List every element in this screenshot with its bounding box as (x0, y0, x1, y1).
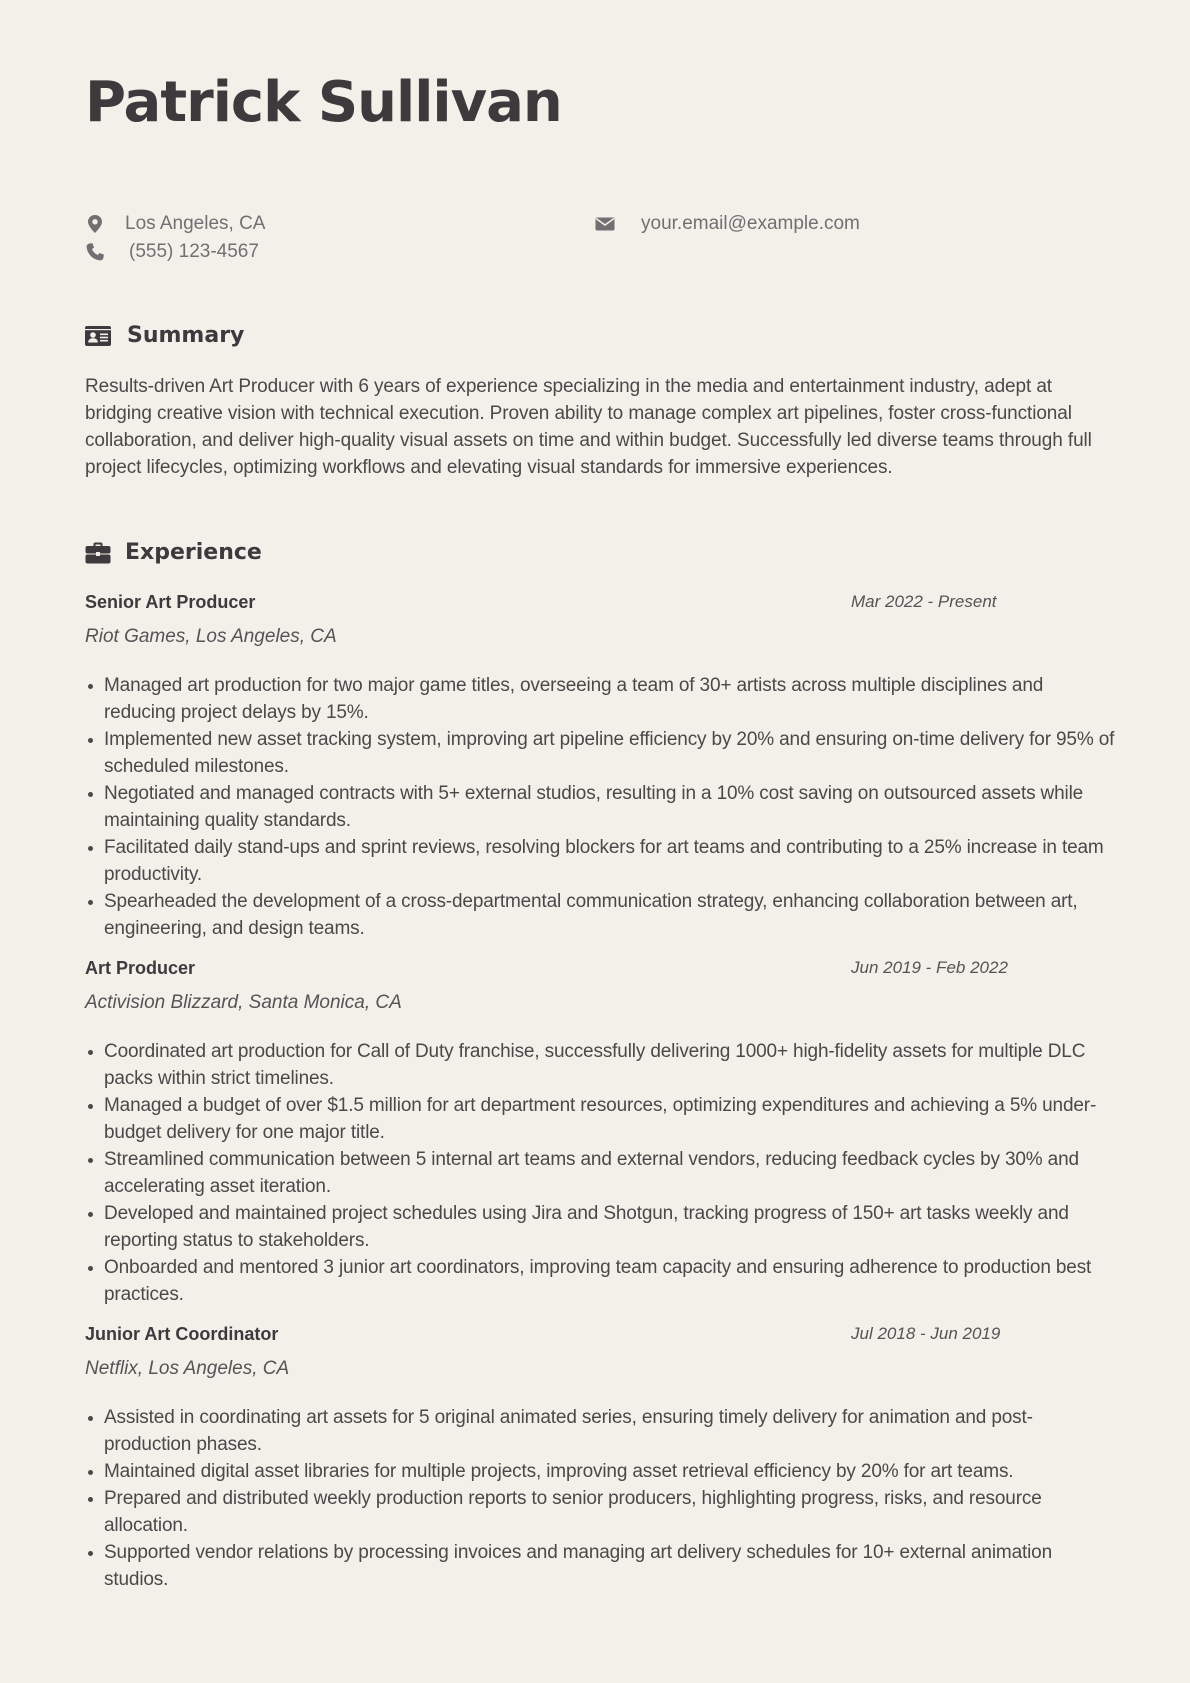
summary-heading (85, 323, 244, 348)
job-company: Netflix, Los Angeles, CA (85, 1358, 290, 1379)
bullet-item: Streamlined communication between 5 internal art teams and external vendors, reducing feedback cycles by 30% and accelerating asset iteration. (85, 1146, 1115, 1200)
bullet-item: Managed art production for two major game titles, overseeing a team of 30+ artists across multiple disciplines and reducing project delays by 15%. (85, 672, 1115, 726)
bullet-item: Spearheaded the development of a cross-departmental communication strategy, enhancing collaboration between art, engineering, and design teams. (85, 888, 1115, 942)
job-bullets (85, 672, 1115, 942)
email-link[interactable]: your.email@example.com (641, 213, 860, 234)
bullet-item: Facilitated daily stand-ups and sprint reviews, resolving blockers for art teams and contributing to a 25% increase in team productivity. (85, 834, 1115, 888)
summary-title: Summary (127, 323, 245, 348)
bullet-item: Coordinated art production for Call of Duty franchise, successfully delivering 1000+ high-fidelity assets for multiple DLC packs within strict timelines. (85, 1038, 1115, 1092)
contact-location (85, 213, 265, 235)
bullet-item: Managed a budget of over $1.5 million for art department resources, optimizing expenditures and achieving a 5% under-budget delivery for one major title. (85, 1092, 1115, 1146)
candidate-name: Patrick Sullivan (85, 70, 562, 135)
summary-text: Results-driven Art Producer with 6 years of experience specializing in the media and entertainment industry, adept at bridging creative vision with technical execution. Proven ability to manage complex art pipelines, foster cross-functional collaboration, and deliver high-quality visual assets on time and within budget. Successfully led diverse teams through full project lifecycles, optimizing workflows and elevating visual standards for immersive experiences. (85, 376, 1092, 478)
bullet-item: Developed and maintained project schedules using Jira and Shotgun, tracking progress of 150+ art tasks weekly and reporting status to stakeholders. (85, 1200, 1115, 1254)
job-dates: Jun 2019 - Feb 2022 (851, 958, 1008, 977)
location-text: Los Angeles, CA (125, 213, 266, 234)
map-pin-icon (85, 214, 105, 234)
bullet-item: Implemented new asset tracking system, improving art pipeline efficiency by 20% and ensuring on-time delivery for 95% of scheduled milestones. (85, 726, 1115, 780)
contact-email (595, 213, 860, 235)
job-title: Senior Art Producer (85, 592, 256, 612)
job-dates: Jul 2018 - Jun 2019 (851, 1324, 1001, 1343)
phone-text: (555) 123-4567 (129, 241, 259, 262)
job-bullets (85, 1038, 1115, 1308)
bullet-item: Assisted in coordinating art assets for 5 original animated series, ensuring timely delivery for animation and post-production phases. (85, 1404, 1115, 1458)
job-company: Activision Blizzard, Santa Monica, CA (85, 992, 402, 1013)
bullet-item: Prepared and distributed weekly production reports to senior producers, highlighting progress, risks, and resource allocation. (85, 1485, 1115, 1539)
bullet-item: Onboarded and mentored 3 junior art coordinators, improving team capacity and ensuring adherence to production best practices. (85, 1254, 1115, 1308)
envelope-icon (595, 214, 615, 234)
bullet-item: Negotiated and managed contracts with 5+ external studios, resulting in a 10% cost saving on outsourced assets while maintaining quality standards. (85, 780, 1115, 834)
job-dates: Mar 2022 - Present (851, 592, 997, 611)
phone-icon (85, 242, 105, 262)
bullet-item: Supported vendor relations by processing invoices and managing art delivery schedules for 10+ external animation studios. (85, 1539, 1115, 1593)
job-bullets (85, 1404, 1115, 1593)
briefcase-icon (85, 542, 111, 564)
experience-heading (85, 540, 262, 565)
id-card-icon (85, 325, 111, 347)
contact-phone (85, 241, 259, 263)
job-title: Art Producer (85, 958, 196, 978)
job-title: Junior Art Coordinator (85, 1324, 279, 1344)
job-company: Riot Games, Los Angeles, CA (85, 626, 337, 647)
experience-title: Experience (125, 540, 262, 565)
bullet-item: Maintained digital asset libraries for multiple projects, improving asset retrieval efficiency by 20% for art teams. (85, 1458, 1115, 1485)
